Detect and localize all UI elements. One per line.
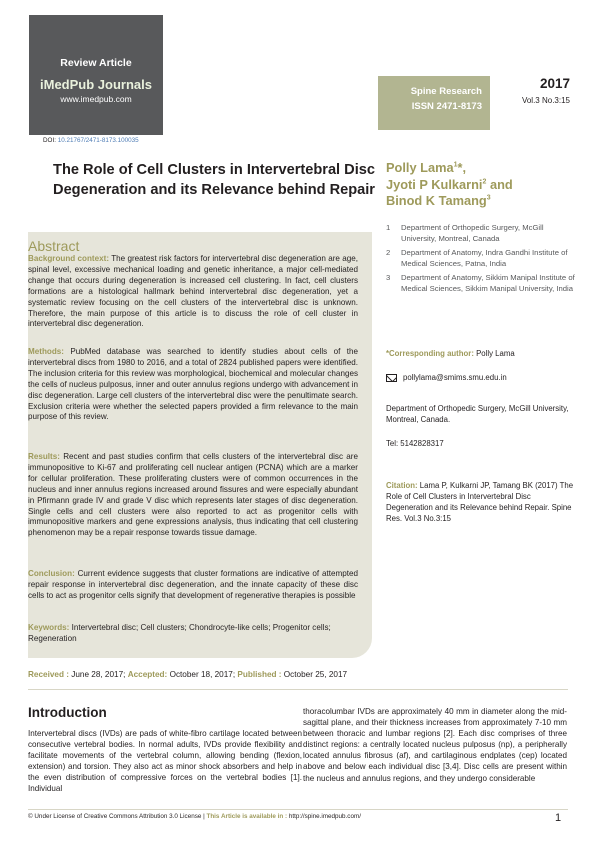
title-line: Degeneration and its Relevance behind Repair [53,182,375,198]
footer-link[interactable]: http://spine.imedpub.com/ [288,813,361,820]
abstract-methods: Methods: PubMed database was searched to identify studies about cells of the intervertebral discs from 1980 to 2016, and a total of 2824 published papers were identified. The inclusion criteria for this review was morphological, biochemical and molecular changes the cells of nucleus pulposus, inner and outer annulus regions undergo with advancement in disc degeneration. Large cell clusters of the intervertebral disc were the penultimate search. Exclusion criteria were whether the selected papers provided a firm relevance to the main purpose of this review. [28,347,358,422]
section-divider [28,689,568,690]
corresponding-author: *Corresponding author: Polly Lama [386,349,515,358]
citation: Citation: Lama P, Kulkarni JP, Tamang BK (2017) The Role of Cell Clusters in Intervertebral Disc Degeneration and its Relevance behind Repair. Spine Res. Vol.3 No.3:15 [386,481,574,523]
publisher-website[interactable]: www.imedpub.com [60,94,132,104]
affiliation-list [386,222,576,296]
article-title [30,160,375,200]
doi-link[interactable]: 10.21767/2471-8173.100035 [57,137,139,144]
introduction-heading: Introduction [28,705,107,720]
abstract-background: Background context: The greatest risk factors for intervertebral disc degeneration are age, spinal level, excessive mechanical loading and genetic inheritance, a major cell-mediated change that occurs during degeneration is increased cell clustering. In fact, cell clusters formations are a histological hallmark behind intervertebral disc degeneration, yet a systematic review focusing on the cell clusters of the intervertebral disc is unknown. Therefore, the main purpose of this article is to discuss the role of cell cluster in intervertebral disc degeneration. [28,254,358,329]
envelope-icon [386,374,397,382]
title-line: The Role of Cell Clusters in Intervertebral Disc [53,162,375,178]
abstract-results: Results: Recent and past studies confirm that cells clusters of the intervertebral disc are immunopositive to Ki-67 and proliferating cell nuclear antigen (PCNA) which are a marker for cellular proliferation. These proliferating clusters were of common occurrences in the nucleus and inner annulus regions increased around fissures and were especially abundant in Pfirmann grade IV and grade V disc which represents later stages of disc degeneration. Single cells and cell clusters were also reported to act as progenitor cells with immunopositive markers and gene expressions analysis, thus indicating that cell clustering phenomenon may be a repair response towards tissue damage. [28,452,358,538]
doi [43,137,139,144]
journal-name: Spine Research [410,86,482,97]
email-link[interactable]: pollylama@smims.smu.edu.in [403,373,507,382]
doi-label: DOI: [43,137,56,144]
footer: © Under License of Creative Commons Attribution 3.0 License | This Article is available in : http://spine.imedpub.com/ [28,813,361,820]
author-department: Department of Orthopedic Surgery, McGill University, Montreal, Canada. [386,404,569,424]
volume-issue: Vol.3 No.3:15 [521,96,570,105]
article-type: Review Article [60,57,132,69]
keywords: Keywords: Intervertebral disc; Cell clusters; Chondrocyte-like cells; Progenitor cells; Regeneration [28,623,331,643]
abstract-conclusion: Conclusion: Current evidence suggests that cluster formations are indicative of attempted repair response in intervertebral disc degeneration, and the innate capacity of these disc cells to act as progenitor cells signify that development of regenerative therapies is possible [28,569,358,600]
article-dates: Received : June 28, 2017; Accepted: October 18, 2017; Published : October 25, 2017 [28,670,348,679]
affiliation: 1 Department of Orthopedic Surgery, McGill University, Montreal, Canada [386,223,544,244]
footer-divider [28,809,568,810]
author-list [386,160,576,210]
publisher-block [29,15,163,135]
author: Polly Lama$^1$*, [386,160,467,175]
affiliation: 3 Department of Anatomy, Sikkim Manipal Institute of Medical Sciences, Sikkim Manipal University, India [386,272,575,294]
introduction-column-1: Intervertebral discs (IVDs) are pads of white-fibro cartilage located between consecutive vertebral bodies. In normal adults, IVDs provide flexibility and facilitate movements of the vertebral column, allowing bending (flexion, extension) and torsion. They also act as minor shock absorbers and help in the even distribution of compressive forces on the vertebral bodies [1]. Individual [28,729,302,794]
publication-year: 2017 [539,76,570,91]
author: Jyoti P Kulkarni$^2$ and [386,176,513,192]
email-row [386,373,507,382]
abstract-heading: Abstract [28,238,80,254]
journal-block [378,76,490,130]
affiliation: 2 Department of Anatomy, Indra Gandhi Institute of Medical Sciences, Patna, India [386,247,568,269]
author-telephone: Tel: 5142828317 [386,439,444,448]
publisher-name: iMedPub Journals [40,77,152,92]
journal-issn: ISSN 2471-8173 [411,101,482,112]
introduction-column-2: thoracolumbar IVDs are approximately 40 mm in diameter along the mid-sagittal plane, and their thickness increases from approximately 7-10 mm between thoracic and lumbar regions [2]. Each disc comprises of three distinct regions: a centrally located nucleus pulposus (np), a peripherally located annulus fibrosus (af), and cartilaginous endplates (cep) located above and below each individual disc [3,4]. Disc cells are present within the nucleus and annulus regions, and they undergo considerable [303,707,567,783]
page-number: 1 [555,812,562,824]
author: Binod K Tamang$^3$ [386,193,491,208]
